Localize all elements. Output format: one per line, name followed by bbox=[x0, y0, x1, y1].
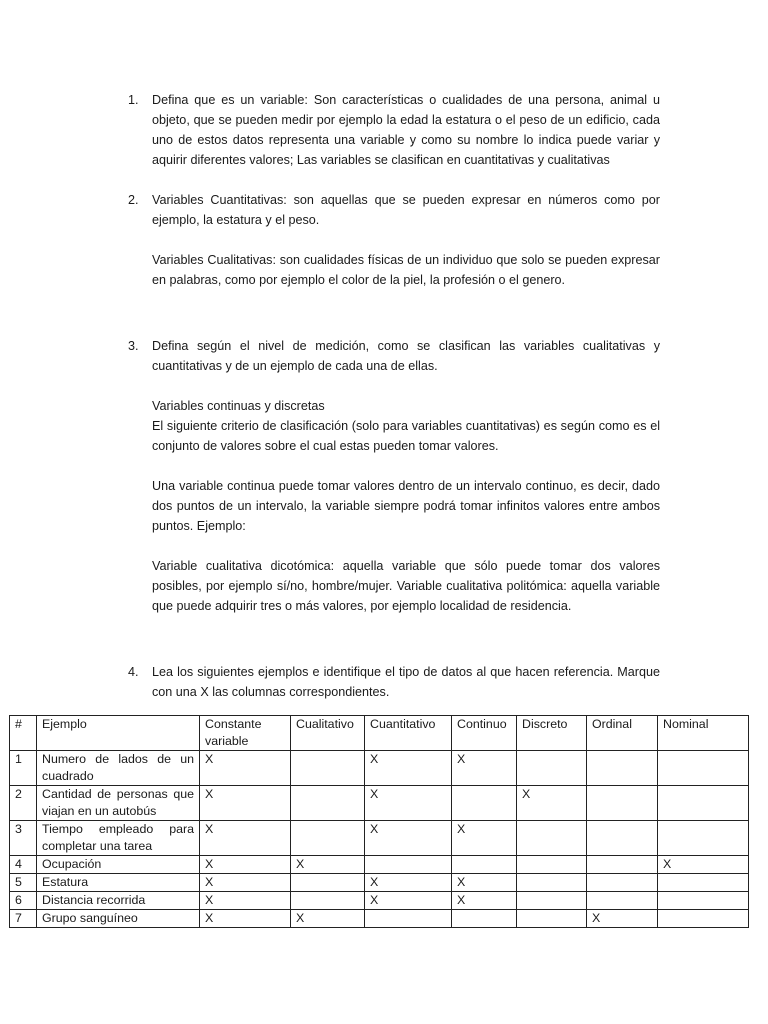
cell-cuantitativo: X bbox=[365, 892, 452, 910]
question-2 bbox=[128, 190, 660, 230]
table-row bbox=[10, 892, 749, 910]
row-ejemplo: Tiempo empleado para completar una tarea bbox=[37, 821, 200, 856]
row-ejemplo: Ocupación bbox=[37, 856, 200, 874]
cell-ordinal bbox=[587, 856, 658, 874]
question-3-text: Defina según el nivel de medición, como se clasifican las variables cualitativas y cuantitativas y de un ejemplo de cada una de ellas. bbox=[152, 339, 660, 373]
row-ejemplo: Distancia recorrida bbox=[37, 892, 200, 910]
cell-continuo: X bbox=[452, 892, 517, 910]
header-ejemplo: Ejemplo bbox=[37, 716, 200, 751]
cell-cuantitativo: X bbox=[365, 874, 452, 892]
question-1-number: 1. bbox=[128, 93, 139, 107]
header-cuantitativo: Cuantitativo bbox=[365, 716, 452, 751]
cell-ordinal bbox=[587, 786, 658, 821]
table-row bbox=[10, 910, 749, 928]
header-constante-variable: Constante variable bbox=[200, 716, 291, 751]
row-number: 3 bbox=[10, 821, 37, 856]
cell-nominal bbox=[658, 786, 749, 821]
cell-cuantitativo: X bbox=[365, 821, 452, 856]
cell-ordinal bbox=[587, 821, 658, 856]
cell-discreto bbox=[517, 751, 587, 786]
cell-discreto bbox=[517, 856, 587, 874]
table-header-row bbox=[10, 716, 749, 751]
cell-continuo: X bbox=[452, 751, 517, 786]
table-row bbox=[10, 786, 749, 821]
table-row bbox=[10, 856, 749, 874]
row-number: 5 bbox=[10, 874, 37, 892]
cell-constante-variable: X bbox=[200, 910, 291, 928]
cell-cuantitativo: X bbox=[365, 786, 452, 821]
header-cualitativo: Cualitativo bbox=[291, 716, 365, 751]
cell-ordinal bbox=[587, 874, 658, 892]
header-ordinal: Ordinal bbox=[587, 716, 658, 751]
cell-continuo: X bbox=[452, 874, 517, 892]
cell-cuantitativo bbox=[365, 910, 452, 928]
row-number: 4 bbox=[10, 856, 37, 874]
cell-discreto bbox=[517, 910, 587, 928]
question-3 bbox=[128, 336, 660, 376]
cell-nominal bbox=[658, 874, 749, 892]
header-continuo: Continuo bbox=[452, 716, 517, 751]
cell-cuantitativo: X bbox=[365, 751, 452, 786]
header-discreto: Discreto bbox=[517, 716, 587, 751]
cell-nominal bbox=[658, 821, 749, 856]
question-4-number: 4. bbox=[128, 665, 139, 679]
cell-constante-variable: X bbox=[200, 856, 291, 874]
cell-ordinal bbox=[587, 751, 658, 786]
table-row bbox=[10, 874, 749, 892]
question-4 bbox=[128, 662, 660, 702]
header-number: # bbox=[10, 716, 37, 751]
cell-nominal bbox=[658, 910, 749, 928]
cell-continuo bbox=[452, 786, 517, 821]
row-number: 7 bbox=[10, 910, 37, 928]
header-nominal: Nominal bbox=[658, 716, 749, 751]
cell-constante-variable: X bbox=[200, 892, 291, 910]
row-ejemplo: Estatura bbox=[37, 874, 200, 892]
cell-cuantitativo bbox=[365, 856, 452, 874]
question-1 bbox=[128, 90, 660, 170]
cell-continuo bbox=[452, 856, 517, 874]
cell-discreto: X bbox=[517, 786, 587, 821]
cell-cualitativo bbox=[291, 874, 365, 892]
table-row bbox=[10, 751, 749, 786]
question-3-number: 3. bbox=[128, 339, 139, 353]
cell-discreto bbox=[517, 874, 587, 892]
cell-cualitativo bbox=[291, 892, 365, 910]
cualitativas-definition: Variables Cualitativas: son cualidades físicas de un individuo que solo se pueden expresar en palabras, como por ejemplo el color de la piel, la profesión o el genero. bbox=[152, 253, 660, 287]
row-number: 2 bbox=[10, 786, 37, 821]
row-ejemplo: Grupo sanguíneo bbox=[37, 910, 200, 928]
cell-discreto bbox=[517, 821, 587, 856]
cell-constante-variable: X bbox=[200, 821, 291, 856]
question-2-number: 2. bbox=[128, 193, 139, 207]
clasificacion-criterio: El siguiente criterio de clasificación (solo para variables cuantitativas) es según como es el conjunto de valores sobre el cual estas pueden tomar valores. bbox=[152, 419, 660, 453]
cell-nominal bbox=[658, 892, 749, 910]
variable-cualitativa-text: Variable cualitativa dicotómica: aquella variable que sólo puede tomar dos valores posibles, por ejemplo sí/no, hombre/mujer. Variable cualitativa politómica: aquella variable que puede adquirir tres o más valores, por ejemplo localidad de residencia. bbox=[152, 559, 660, 613]
cell-cualitativo bbox=[291, 821, 365, 856]
cell-cualitativo: X bbox=[291, 910, 365, 928]
row-number: 6 bbox=[10, 892, 37, 910]
cell-continuo bbox=[452, 910, 517, 928]
continuas-discretas-title: Variables continuas y discretas bbox=[152, 399, 325, 413]
row-ejemplo: Cantidad de personas que viajan en un autobús bbox=[37, 786, 200, 821]
data-type-table bbox=[9, 715, 749, 928]
cell-ordinal bbox=[587, 892, 658, 910]
cell-discreto bbox=[517, 892, 587, 910]
variable-continua-text: Una variable continua puede tomar valores dentro de un intervalo continuo, es decir, dado dos puntos de un intervalo, la variable siempre podrá tomar infinitos valores entre ambos puntos. Ejemplo: bbox=[152, 479, 660, 533]
row-ejemplo: Numero de lados de un cuadrado bbox=[37, 751, 200, 786]
cell-nominal: X bbox=[658, 856, 749, 874]
question-1-text: Defina que es un variable: Son características o cualidades de una persona, animal u objeto, que se pueden medir por ejemplo la edad la estatura o el peso de un edificio, cada uno de estos datos representa una variable y como su nombre lo indica puede variar y aquirir diferentes valores; Las variables se clasifican en cuantitativas y cualitativas bbox=[152, 93, 660, 167]
cell-constante-variable: X bbox=[200, 751, 291, 786]
cell-cualitativo: X bbox=[291, 856, 365, 874]
row-number: 1 bbox=[10, 751, 37, 786]
question-4-text: Lea los siguientes ejemplos e identifique el tipo de datos al que hacen referencia. Marque con una X las columnas correspondientes. bbox=[152, 665, 660, 699]
cell-constante-variable: X bbox=[200, 874, 291, 892]
cell-cualitativo bbox=[291, 786, 365, 821]
cell-constante-variable: X bbox=[200, 786, 291, 821]
cell-continuo: X bbox=[452, 821, 517, 856]
cell-cualitativo bbox=[291, 751, 365, 786]
cell-nominal bbox=[658, 751, 749, 786]
cell-ordinal: X bbox=[587, 910, 658, 928]
table-row bbox=[10, 821, 749, 856]
question-2-text: Variables Cuantitativas: son aquellas que se pueden expresar en números como por ejemplo, la estatura y el peso. bbox=[152, 193, 660, 227]
